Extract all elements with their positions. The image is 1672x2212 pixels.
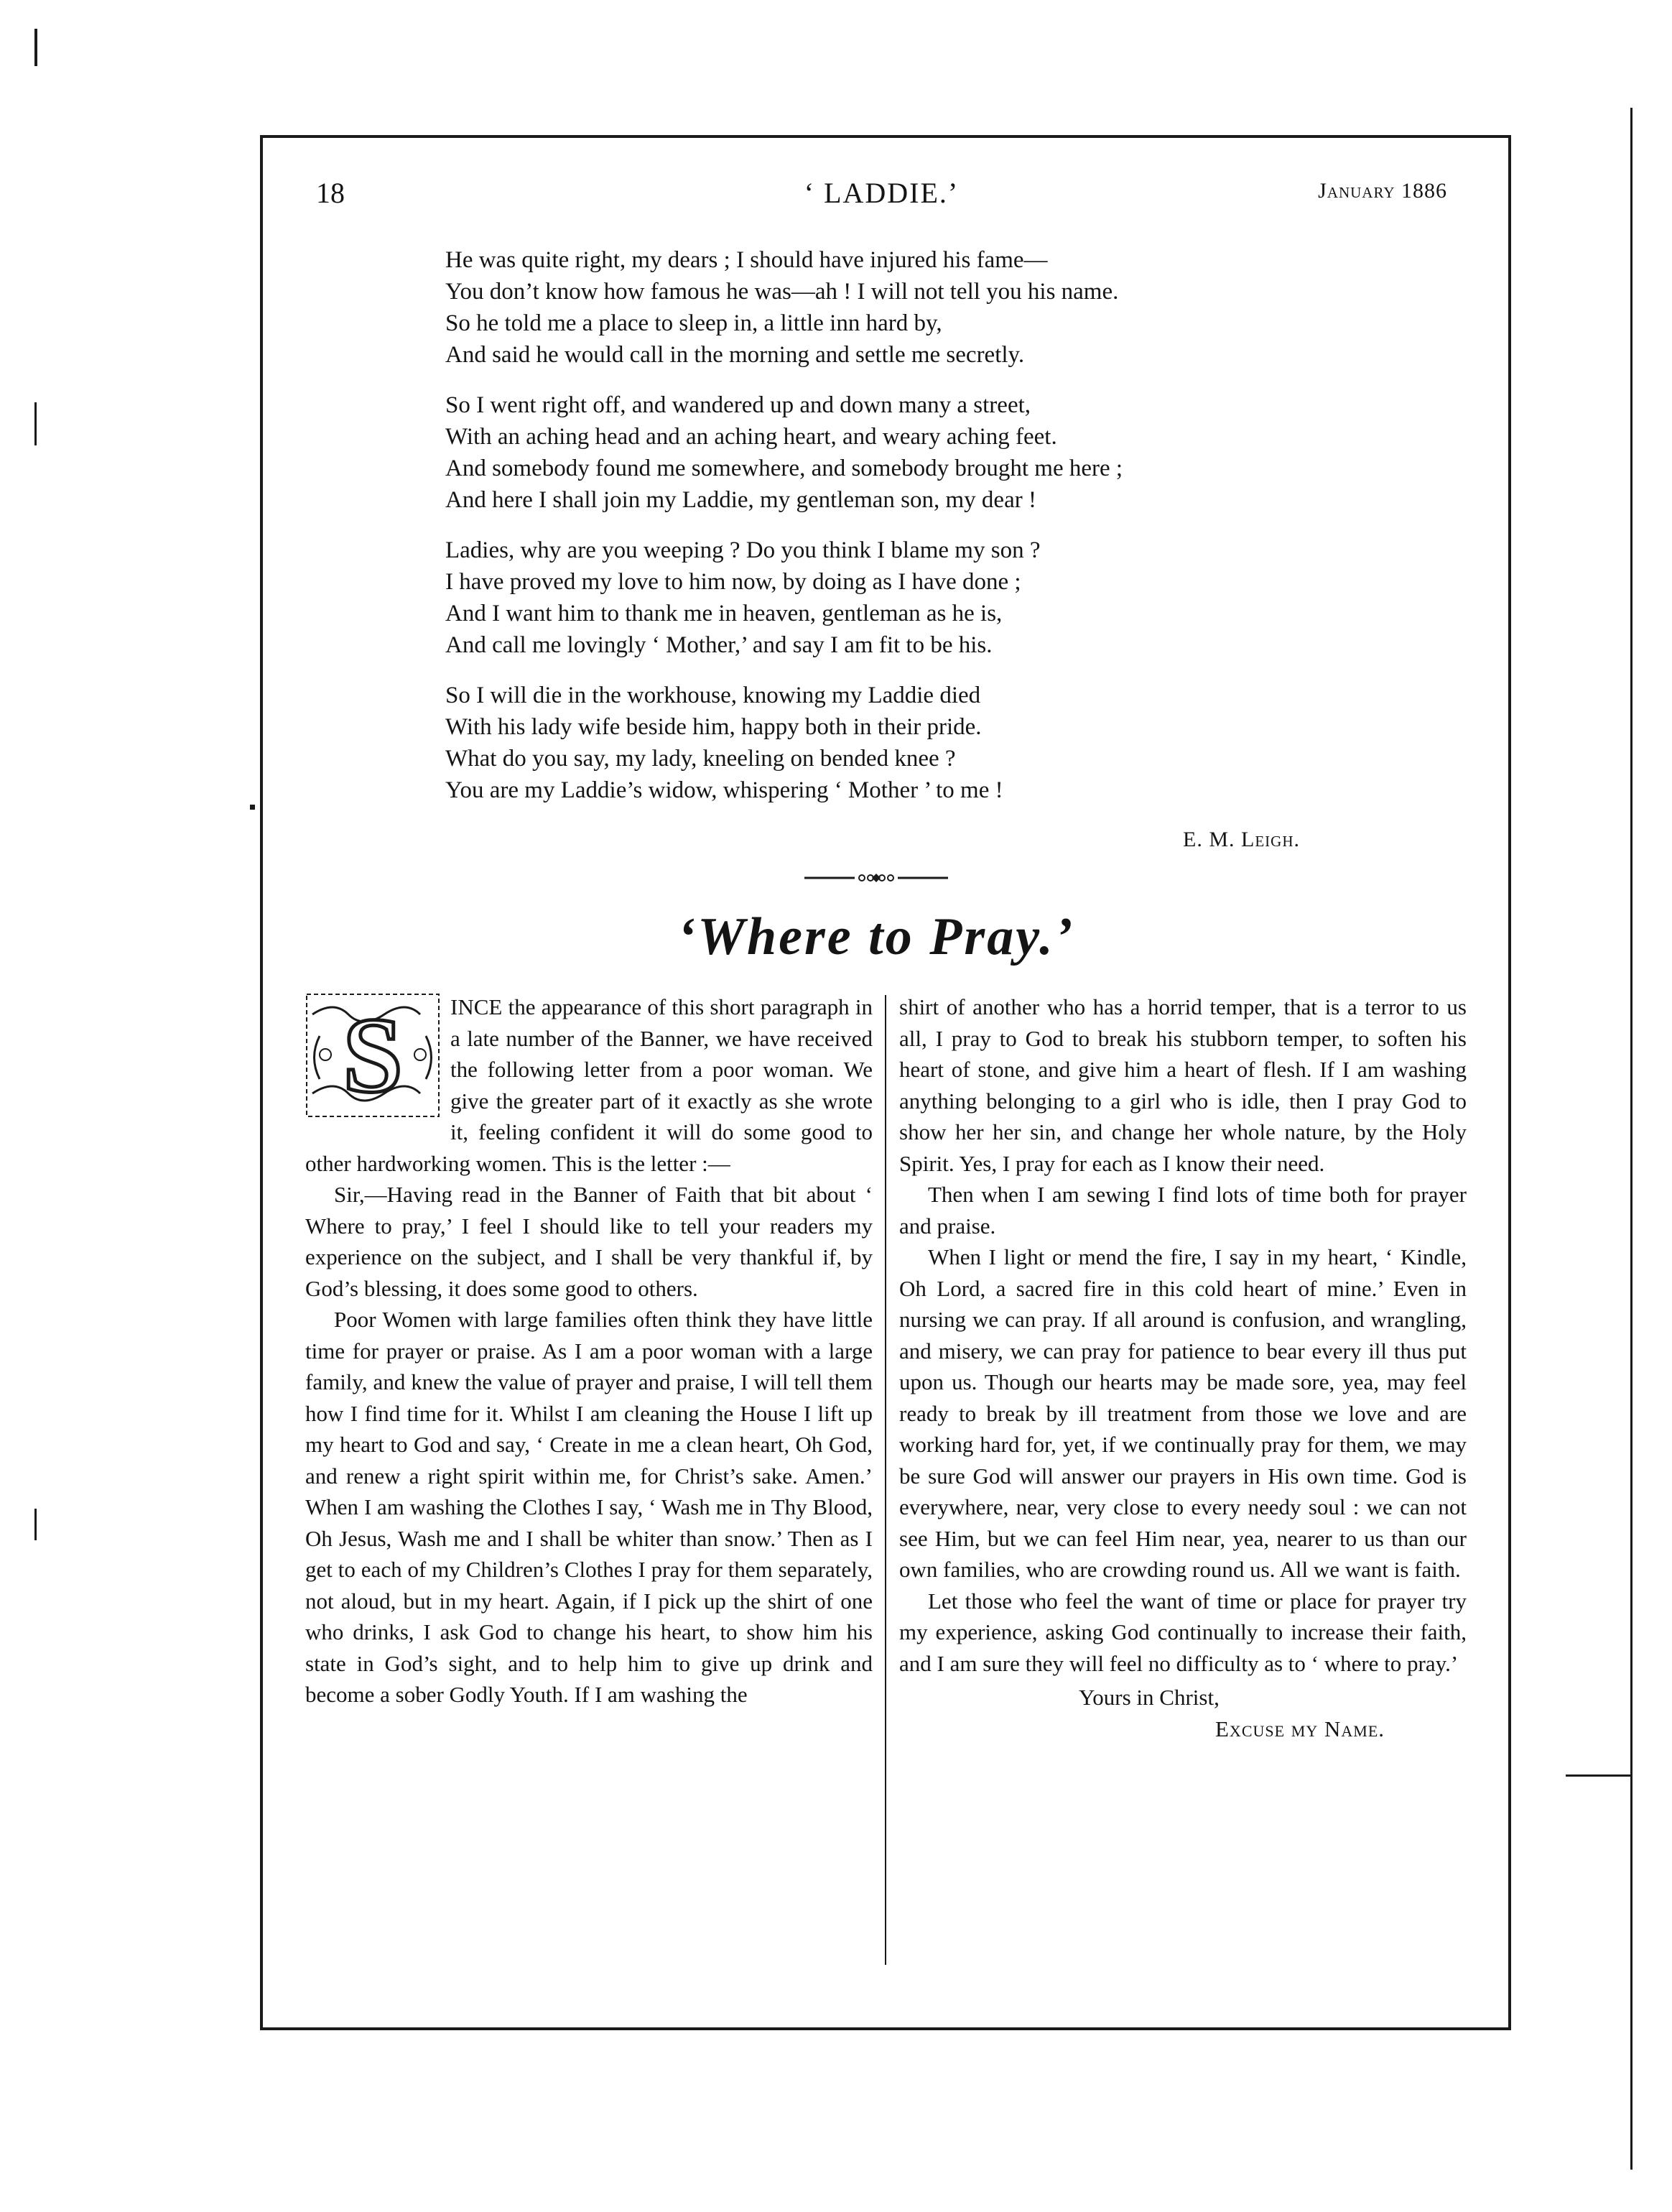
article-column-right [899, 991, 1467, 1744]
scan-margin-mark [34, 1509, 37, 1540]
running-title: ‘ LADDIE.’ [804, 177, 960, 209]
poem [445, 244, 1379, 825]
poem-line: He was quite right, my dears ; I should have injured his fame— [445, 247, 1048, 273]
poem-line: So he told me a place to sleep in, a little inn hard by, [445, 310, 942, 336]
poem-stanza [445, 535, 1379, 661]
section-ornament [804, 871, 948, 885]
page-number: 18 [316, 177, 345, 209]
drop-cap [305, 993, 440, 1118]
letter-paragraph: Sir,—Having read in the Banner of Faith that bit about ‘ Where to pray,’ I feel I should like to tell your readers my experience on the subject, and I shall be very thankful if, by God’s blessing, it does some good to others. [305, 1182, 873, 1301]
letter-paragraph: Poor Women with large families often think they have little time for prayer or praise. As I am a poor woman with a large family, and knew the value of prayer and praise, I will tell them how I find time for it. Whilst I am cleaning the House I lift up my heart to God and say, ‘ Create in me a clean heart, Oh God, and renew a right spirit within me, for Christ’s sake. Amen.’ When I am washing the Clothes I say, ‘ Wash me in Thy Blood, Oh Jesus, Wash me and I shall be whiter than snow.’ Then as I get to each of my Children’s Clothes I pray for them separately, not aloud, but in my heart. Again, if I pick up the shirt of one who drinks, I ask God to change his heart, to show him his state in God’s sight, and to help him to give up drink and become a sober Godly Youth. If I am washing the [305, 1307, 873, 1707]
scan-margin-mark [1630, 108, 1632, 2170]
poem-line: Ladies, why are you weeping ? Do you think I blame my son ? [445, 537, 1041, 563]
drop-cap-letter: S [343, 996, 403, 1115]
poem-line: And said he would call in the morning and settle me secretly. [445, 342, 1025, 368]
letter-paragraph: shirt of another who has a horrid temper, that is a terror to us all, I pray to God to break his stubborn temper, to soften his heart of stone, and give him a heart of flesh. If I am washing anything belonging to a girl who is idle, then I pray God to show her her sin, and change her whole nature, by the Holy Spirit. Yes, I pray for each as I know their need. [899, 994, 1467, 1176]
poem-stanza [445, 389, 1379, 516]
column-rule [885, 995, 886, 1965]
poem-line: And here I shall join my Laddie, my gentleman son, my dear ! [445, 487, 1036, 513]
poem-line: I have proved my love to him now, by doing as I have done ; [445, 569, 1021, 595]
poem-line: And I want him to thank me in heaven, gentleman as he is, [445, 601, 1003, 626]
letter-paragraph: Let those who feel the want of time or place for prayer try my experience, asking God continually to increase their faith, and I am sure they will feel no difficulty as to ‘ where to pray.’ [899, 1588, 1467, 1676]
poem-line: And somebody found me somewhere, and somebody brought me here ; [445, 455, 1123, 481]
issue-date: January 1886 [1318, 179, 1447, 203]
poem-line: You are my Laddie’s widow, whispering ‘ Mother ’ to me ! [445, 777, 1003, 803]
poem-author: E. M. Leigh. [1183, 828, 1300, 851]
article-intro: INCE the appearance of this short paragraph in a late number of the Banner, we have received the following letter from a poor woman. We give the greater part of it exactly as she wrote it, feeling confident it will do some good to other hardworking women. This is the letter :— [305, 994, 873, 1176]
poem-stanza [445, 244, 1379, 371]
poem-line: So I went right off, and wandered up and down many a street, [445, 392, 1031, 418]
letter-signature: Excuse my Name. [1215, 1716, 1385, 1741]
article-column-left [305, 991, 873, 1711]
running-head [316, 176, 1447, 219]
poem-line: With his lady wife beside him, happy both in their pride. [445, 714, 982, 740]
closing-salutation: Yours in Christ, [1079, 1685, 1220, 1710]
scan-margin-mark [34, 29, 37, 66]
letter-closing [899, 1682, 1467, 1744]
poem-line: With an aching head and an aching heart, and weary aching feet. [445, 424, 1057, 450]
poem-stanza [445, 680, 1379, 806]
letter-paragraph: When I light or mend the fire, I say in my heart, ‘ Kindle, Oh Lord, a sacred fire in this cold heart of mine.’ Even in nursing we can pray. If all around is confusion, and wrangling, and misery, we can pray for patience to bear every ill thus put upon us. Though our hearts may be made sore, yea, may feel ready to break by ill treatment from those we love and are working hard for, yet, if we continually pray for them, we may be sure God will answer our prayers in His own time. God is everywhere, near, very close to every needy soul : we can not see Him, but we can feel Him near, yea, nearer to us than our own families, who are crowding round us. All we want is faith. [899, 1244, 1467, 1582]
letter-paragraph: Then when I am sewing I find lots of time both for prayer and praise. [899, 1182, 1467, 1239]
scan-margin-mark [250, 805, 255, 810]
poem-line: And call me lovingly ‘ Mother,’ and say I am fit to be his. [445, 632, 993, 658]
article-title: ‘Where to Pray.’ [677, 907, 1075, 966]
poem-line: So I will die in the workhouse, knowing my Laddie died [445, 682, 981, 708]
scan-margin-mark [34, 402, 37, 445]
poem-line: You don’t know how famous he was—ah ! I will not tell you his name. [445, 279, 1119, 305]
poem-line: What do you say, my lady, kneeling on bended knee ? [445, 746, 956, 772]
scan-margin-mark [1566, 1774, 1630, 1777]
